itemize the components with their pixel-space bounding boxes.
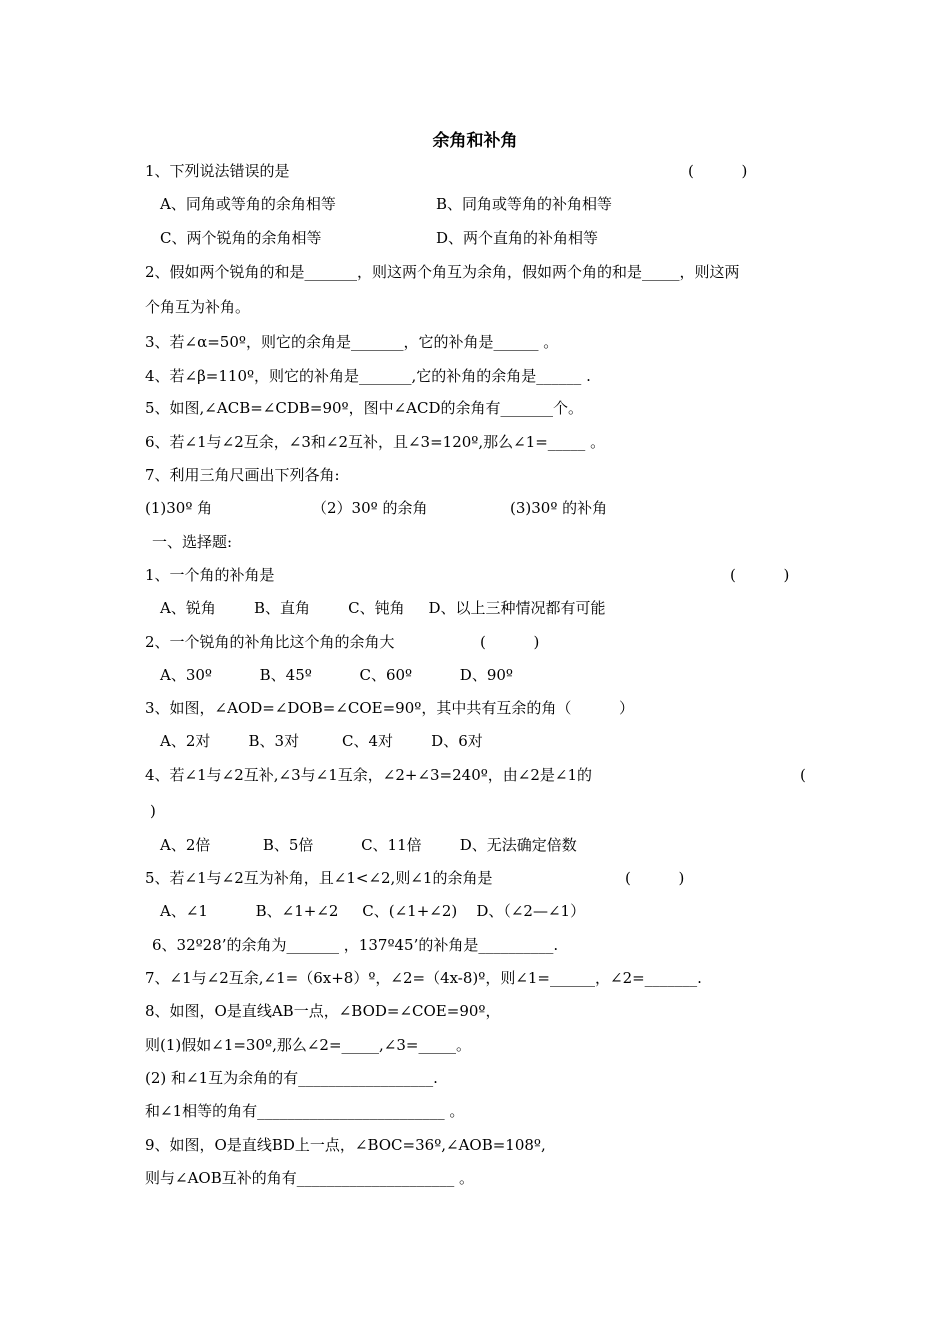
c1-options: A、锐角 B、直角 C、钝角 D、以上三种情况都有可能	[160, 599, 606, 617]
c2-options: A、30º B、45º C、60º D、90º	[160, 666, 513, 684]
c3-options: A、2对 B、3对 C、4对 D、6对	[160, 732, 483, 750]
q7: 7、利用三角尺画出下列各角:	[145, 466, 340, 484]
q7-item-3: (3)30º 的补角	[510, 499, 608, 517]
c4-paren-open: (	[800, 766, 806, 784]
c2-answer-paren: ( )	[480, 633, 540, 651]
c2-stem: 2、一个锐角的补角比这个角的余角大	[145, 633, 395, 651]
q2-line2: 个角互为补角。	[145, 298, 251, 316]
section-heading-choice: 一、选择题:	[152, 533, 233, 551]
q1-option-c: C、两个锐角的余角相等	[160, 229, 322, 247]
c8-line3: (2) 和∠1互为余角的有__________________.	[145, 1069, 438, 1087]
c3-stem: 3、如图，∠AOD=∠DOB=∠COE=90º，其中共有互余的角（ ）	[145, 699, 635, 717]
c8-line2: 则(1)假如∠1=30º,那么∠2=_____,∠3=_____。	[145, 1036, 471, 1054]
q7-item-2: （2）30º 的余角	[312, 499, 428, 517]
c7: 7、∠1与∠2互余,∠1=（6x+8）º，∠2=（4x-8)º，则∠1=______，∠2=_______.	[145, 969, 702, 987]
c5-stem: 5、若∠1与∠2互为补角，且∠1<∠2,则∠1的余角是	[145, 869, 493, 887]
c5-answer-paren: ( )	[625, 869, 685, 887]
c5-options: A、∠1 B、∠1+∠2 C、(∠1+∠2) D、（∠2—∠1）	[160, 902, 586, 920]
q2-line1: 2、假如两个锐角的和是_______，则这两个角互为余角，假如两个角的和是_____，则这两	[145, 263, 740, 281]
c8-line1: 8、如图，O是直线AB一点，∠BOD=∠COE=90º，	[145, 1002, 501, 1020]
page-title: 余角和补角	[432, 131, 518, 151]
c8-line4: 和∠1相等的角有_________________________ 。	[145, 1102, 465, 1120]
q3: 3、若∠α=50º，则它的余角是_______，它的补角是______ 。	[145, 333, 559, 351]
c1-stem: 1、一个角的补角是	[145, 566, 275, 584]
c9-line1: 9、如图，O是直线BD上一点，∠BOC=36º,∠AOB=108º,	[145, 1136, 546, 1154]
q1-option-a: A、同角或等角的余角相等	[160, 195, 336, 213]
c4-paren-close: )	[150, 802, 156, 820]
q1-stem: 1、下列说法错误的是	[145, 162, 290, 180]
c4-options: A、2倍 B、5倍 C、11倍 D、无法确定倍数	[160, 836, 577, 854]
q5: 5、如图,∠ACB=∠CDB=90º，图中∠ACD的余角有_______个。	[145, 399, 583, 417]
q1-option-b: B、同角或等角的补角相等	[436, 195, 613, 213]
c6: 6、32º28’的余角为_______ ，137º45’的补角是__________.	[152, 936, 559, 954]
q1-answer-paren: ( )	[688, 162, 748, 180]
c9-line2: 则与∠AOB互补的角有_____________________ 。	[145, 1169, 474, 1187]
c1-answer-paren: ( )	[730, 566, 790, 584]
q6: 6、若∠1与∠2互余，∠3和∠2互补，且∠3=120º,那么∠1=_____ 。	[145, 433, 606, 451]
c4-stem: 4、若∠1与∠2互补,∠3与∠1互余，∠2+∠3=240º，由∠2是∠1的	[145, 766, 593, 784]
q7-item-1: (1)30º 角	[145, 499, 213, 517]
q1-option-d: D、两个直角的补角相等	[436, 229, 599, 247]
q4: 4、若∠β=110º，则它的补角是_______,它的补角的余角是______ .	[145, 367, 591, 385]
